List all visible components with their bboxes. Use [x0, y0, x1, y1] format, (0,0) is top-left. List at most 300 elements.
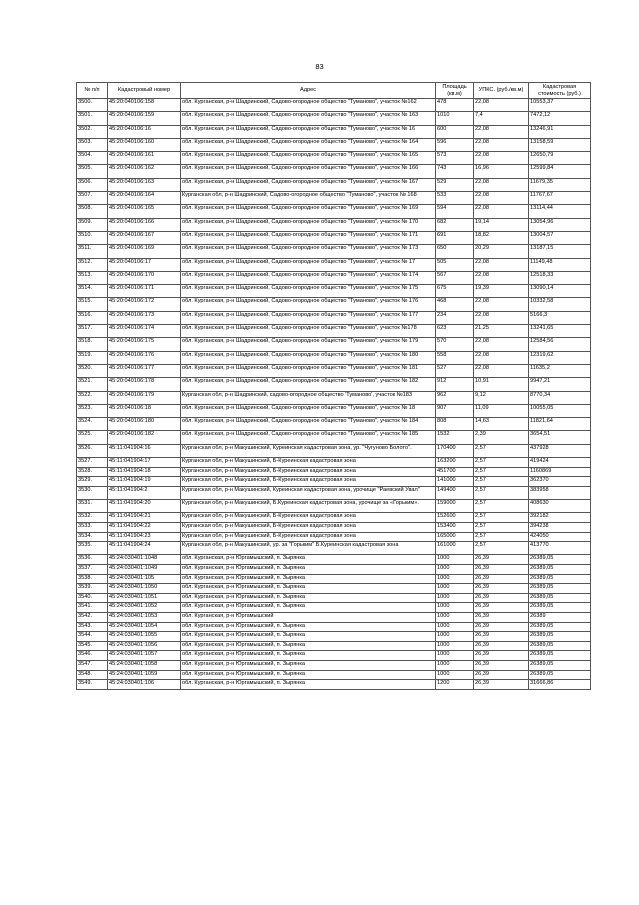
table-row	[77, 364, 591, 377]
row-number-cell: 3529.	[77, 477, 108, 487]
table-row	[77, 593, 591, 603]
cadastral-value-cell: 31666,86	[529, 680, 591, 690]
area-cell: 682	[436, 218, 474, 231]
cadastral-number-cell: 45:20:040106:182	[108, 431, 181, 444]
cadastral-value-cell: 12650,79	[529, 152, 591, 165]
table-row	[77, 574, 591, 584]
row-number-cell: 3522.	[77, 391, 108, 404]
header-cadastral-number: Кадастровый номер	[108, 83, 181, 99]
cadastral-value-cell: 12599,84	[529, 165, 591, 178]
cadastral-number-cell: 45:11:041904:19	[108, 477, 181, 487]
address-cell: Курганская обл, р-н Макушинский, Б-Куреинская кадастровая зона	[181, 513, 436, 523]
upks-cell: 22,08	[474, 364, 529, 377]
cadastral-number-cell: 45:11:041904:23	[108, 532, 181, 542]
area-cell: 567	[436, 271, 474, 284]
cadastral-value-cell: 13158,59	[529, 138, 591, 151]
upks-cell: 7,4	[474, 112, 529, 125]
address-cell: обл. Курганская, р-н Шадринский, Садово-огородное общество "Туманово", участок № 176	[181, 298, 436, 311]
row-number-cell: 3530.	[77, 486, 108, 499]
cadastral-value-cell: 11635,2	[529, 364, 591, 377]
upks-cell: 26,39	[474, 670, 529, 680]
area-cell: 159000	[436, 500, 474, 513]
cadastral-value-cell: 26389,05	[529, 555, 591, 565]
address-cell: обл. Курганская, р-н Юргамышский, п. Зырянка	[181, 661, 436, 671]
address-cell: обл. Курганская, р-н Юргамышский, п. Зырянка	[181, 680, 436, 690]
row-number-cell: 3547.	[77, 661, 108, 671]
cadastral-number-cell: 45:20:040106:160	[108, 138, 181, 151]
cadastral-number-cell: 45:20:040106:163	[108, 178, 181, 191]
address-cell: обл. Курганская, р-н Шадринский, Садово-огородное общество "Туманово", участок № 184	[181, 418, 436, 431]
address-cell: Курганская обл, р-н Макушинский, Б-Куреинская кадастровая зона	[181, 532, 436, 542]
cadastral-value-cell: 26389,05	[529, 603, 591, 613]
table-row	[77, 603, 591, 613]
cadastral-value-cell: 383958	[529, 486, 591, 499]
cadastral-number-cell: 45:20:040106:177	[108, 364, 181, 377]
cadastral-value-cell: 26389,05	[529, 651, 591, 661]
cadastral-number-cell: 45:24:030401:106	[108, 680, 181, 690]
cadastral-value-cell: 10055,05	[529, 404, 591, 417]
area-cell: 570	[436, 338, 474, 351]
upks-cell: 26,39	[474, 622, 529, 632]
table-row	[77, 444, 591, 457]
cadastral-number-cell: 45:24:030401:1048	[108, 555, 181, 565]
cadastral-value-cell: 26389,05	[529, 593, 591, 603]
cadastral-number-cell: 45:24:030401:105	[108, 574, 181, 584]
table-row	[77, 500, 591, 513]
area-cell: 558	[436, 351, 474, 364]
area-cell: 912	[436, 378, 474, 391]
area-cell: 149400	[436, 486, 474, 499]
upks-cell: 26,39	[474, 680, 529, 690]
upks-cell: 22,08	[474, 298, 529, 311]
upks-cell: 22,08	[474, 178, 529, 191]
area-cell: 141000	[436, 477, 474, 487]
row-number-cell: 3504.	[77, 152, 108, 165]
row-number-cell: 3549.	[77, 680, 108, 690]
area-cell: 529	[436, 178, 474, 191]
address-cell: Курганская обл, р-н Макушинский, ур. за "Горьким" Б.Куреинская кадастровая зона	[181, 542, 436, 555]
row-number-cell: 3533.	[77, 522, 108, 532]
cadastral-number-cell: 45:20:040106:166	[108, 218, 181, 231]
area-cell: 1000	[436, 584, 474, 594]
cadastral-value-cell: 1160869	[529, 467, 591, 477]
area-cell: 808	[436, 418, 474, 431]
upks-cell: 21,25	[474, 325, 529, 338]
upks-cell: 26,39	[474, 661, 529, 671]
cadastral-value-cell: 13114,44	[529, 205, 591, 218]
row-number-cell: 3506.	[77, 178, 108, 191]
cadastral-number-cell: 45:11:041904:22	[108, 522, 181, 532]
cadastral-value-cell: 26389,05	[529, 641, 591, 651]
area-cell: 650	[436, 245, 474, 258]
row-number-cell: 3537.	[77, 565, 108, 575]
cadastral-number-cell: 45:20:040106:162	[108, 165, 181, 178]
table-row	[77, 661, 591, 671]
address-cell: обл. Курганская, р-н Юргамышский, п. Зырянка	[181, 651, 436, 661]
address-cell: обл. Курганская, р-н Шадринский, Садово-огородное общество "Туманово", участок № 185	[181, 431, 436, 444]
upks-cell: 26,39	[474, 584, 529, 594]
cadastral-number-cell: 45:11:041904:17	[108, 458, 181, 468]
area-cell: 1000	[436, 555, 474, 565]
address-cell: обл. Курганская, р-н Шадринский, Садово-огородное общество "Туманово", участок № 175	[181, 285, 436, 298]
table-row	[77, 245, 591, 258]
area-cell: 1000	[436, 670, 474, 680]
table-row	[77, 165, 591, 178]
upks-cell: 26,39	[474, 565, 529, 575]
address-cell: Курганская обл, р-н Макушинский, Куреинская кадастровая зона, ур. "Чугуново Болото".	[181, 444, 436, 457]
upks-cell: 2,57	[474, 522, 529, 532]
row-number-cell: 3540.	[77, 593, 108, 603]
area-cell: 505	[436, 258, 474, 271]
address-cell: обл. Курганская, р-н Юргамышский, п. Зырянка	[181, 555, 436, 565]
table-row	[77, 622, 591, 632]
address-cell: Курганская обл, р-н Макушинский, Б-Куреинская кадастровая зона	[181, 458, 436, 468]
address-cell: обл. Курганская, р-н Шадринский, Садово-огородное общество "Туманово", участок № 164	[181, 138, 436, 151]
area-cell: 594	[436, 205, 474, 218]
table-row	[77, 565, 591, 575]
row-number-cell: 3536.	[77, 555, 108, 565]
cadastral-value-cell: 26389	[529, 613, 591, 623]
upks-cell: 22,08	[474, 271, 529, 284]
address-cell: обл. Курганская, р-н Юргамышский, п. Зырянка	[181, 641, 436, 651]
page-number: 83	[315, 62, 324, 71]
address-cell: Курганская обл, р-н Шадринский, садово-огородное общество 'Туманово', участок №183	[181, 391, 436, 404]
address-cell: обл. Курганская, р-н Шадринский, Садово-огородное общество "Туманово", участок №178	[181, 325, 436, 338]
cadastral-number-cell: 45:20:040106:159	[108, 112, 181, 125]
address-cell: Курганская обл, р-н Макушинский, Б-Куреинская кадастровая зона	[181, 522, 436, 532]
upks-cell: 9,12	[474, 391, 529, 404]
cadastral-value-cell: 13187,15	[529, 245, 591, 258]
address-cell: обл. Курганская, р-н Шадринский, Садово-огородное общество "Туманово", участок № 163	[181, 112, 436, 125]
row-number-cell: 3543.	[77, 622, 108, 632]
cadastral-number-cell: 45:20:040106:16	[108, 125, 181, 138]
address-cell: обл. Курганская, р-н Шадринский, Садово-огородное общество "Туманово", участок № 165	[181, 152, 436, 165]
cadastral-value-cell: 26389,05	[529, 565, 591, 575]
row-number-cell: 3510.	[77, 231, 108, 244]
upks-cell: 2,57	[474, 486, 529, 499]
upks-cell: 22,08	[474, 311, 529, 324]
cadastral-number-cell: 45:20:040106:170	[108, 271, 181, 284]
area-cell: 533	[436, 192, 474, 205]
cadastral-value-cell: 13246,91	[529, 125, 591, 138]
cadastral-value-cell: 13241,65	[529, 325, 591, 338]
area-cell: 1000	[436, 651, 474, 661]
area-cell: 600	[436, 125, 474, 138]
row-number-cell: 3515.	[77, 298, 108, 311]
row-number-cell: 3512.	[77, 258, 108, 271]
address-cell: обл. Курганская, р-н Шадринский, Садово-огородное общество "Туманово", участок № 181	[181, 364, 436, 377]
address-cell: обл. Курганская, р-н Шадринский, Садово-огородное общество "Туманово", участок № 167	[181, 178, 436, 191]
area-cell: 623	[436, 325, 474, 338]
address-cell: обл. Курганская, р-н Шадринский, Садово-огородное общество "Туманово", участок № 171	[181, 231, 436, 244]
area-cell: 907	[436, 404, 474, 417]
upks-cell: 26,39	[474, 593, 529, 603]
cadastral-number-cell: 45:20:040106:179	[108, 391, 181, 404]
cadastral-number-cell: 45:20:040106:171	[108, 285, 181, 298]
row-number-cell: 3525.	[77, 431, 108, 444]
cadastral-value-cell: 11821,64	[529, 418, 591, 431]
cadastral-number-cell: 45:24:030401:1051	[108, 593, 181, 603]
row-number-cell: 3542.	[77, 613, 108, 623]
cadastral-value-cell: 419424	[529, 458, 591, 468]
area-cell: 1000	[436, 574, 474, 584]
area-cell: 1000	[436, 603, 474, 613]
table-row	[77, 378, 591, 391]
row-number-cell: 3517.	[77, 325, 108, 338]
area-cell: 478	[436, 99, 474, 112]
cadastral-value-cell: 3654,51	[529, 431, 591, 444]
cadastral-number-cell: 45:24:030401:1056	[108, 641, 181, 651]
table-row	[77, 178, 591, 191]
row-number-cell: 3548.	[77, 670, 108, 680]
upks-cell: 2,57	[474, 477, 529, 487]
address-cell: Курганская обл, р-н Макушинский, Куреинская кадастровая зона, урочище "Раевский Увал"	[181, 486, 436, 499]
cadastral-number-cell: 45:20:040106:161	[108, 152, 181, 165]
area-cell: 468	[436, 298, 474, 311]
cadastral-number-cell: 45:24:030401:1050	[108, 584, 181, 594]
row-number-cell: 3526.	[77, 444, 108, 457]
row-number-cell: 3501.	[77, 112, 108, 125]
cadastral-number-cell: 45:20:040106:175	[108, 338, 181, 351]
cadastral-number-cell: 45:24:030401:1053	[108, 613, 181, 623]
cadastral-value-cell: 26389,05	[529, 622, 591, 632]
cadastral-value-cell: 392182	[529, 513, 591, 523]
row-number-cell: 3535.	[77, 542, 108, 555]
row-number-cell: 3532.	[77, 513, 108, 523]
cadastral-value-cell: 26389,05	[529, 584, 591, 594]
table-body	[77, 99, 591, 690]
address-cell: Курганская обл, р-н Макушинский, Б-Куреинская кадастровая зона	[181, 477, 436, 487]
address-cell: обл. Курганская, р-н Юргамышский, п. Зырянка	[181, 574, 436, 584]
row-number-cell: 3541.	[77, 603, 108, 613]
address-cell: обл. Курганская, р-н Шадринский, Садово-огородное общество "Туманово", участок № 17	[181, 258, 436, 271]
row-number-cell: 3514.	[77, 285, 108, 298]
upks-cell: 26,39	[474, 651, 529, 661]
upks-cell: 18,82	[474, 231, 529, 244]
area-cell: 1000	[436, 593, 474, 603]
cadastral-value-cell: 26389,05	[529, 670, 591, 680]
cadastral-value-cell: 11679,35	[529, 178, 591, 191]
area-cell: 573	[436, 152, 474, 165]
area-cell: 165000	[436, 532, 474, 542]
table-header-row	[77, 83, 591, 99]
cadastral-value-cell: 11767,67	[529, 192, 591, 205]
upks-cell: 2,57	[474, 458, 529, 468]
cadastral-value-cell: 424050	[529, 532, 591, 542]
address-cell: Курганская обл, р-н Макушинский, Б-Куреинская кадастровая зона	[181, 467, 436, 477]
row-number-cell: 3544.	[77, 632, 108, 642]
address-cell: обл. Курганская, р-н Шадринский, Садово-огородное общество "Туманово", участок №162	[181, 99, 436, 112]
row-number-cell: 3538.	[77, 574, 108, 584]
cadastral-number-cell: 45:11:041904:20	[108, 500, 181, 513]
header-area: Площадь (кв.м)	[436, 83, 474, 99]
upks-cell: 22,08	[474, 258, 529, 271]
table-row	[77, 513, 591, 523]
cadastral-number-cell: 45:11:041904:24	[108, 542, 181, 555]
area-cell: 1200	[436, 680, 474, 690]
upks-cell: 26,39	[474, 613, 529, 623]
row-number-cell: 3523.	[77, 404, 108, 417]
header-cadastral-value: Кадастровая стоимость (руб.)	[529, 83, 591, 99]
cadastral-value-cell: 13054,96	[529, 218, 591, 231]
cadastral-value-cell: 13090,14	[529, 285, 591, 298]
address-cell: обл. Курганская, р-н Юргамышский, п. Зырянка	[181, 584, 436, 594]
row-number-cell: 3539.	[77, 584, 108, 594]
address-cell: обл. Курганская, р-н Шадринский, Садово-огородное общество "Туманово", участок № 173	[181, 245, 436, 258]
table-row	[77, 325, 591, 338]
cadastral-number-cell: 45:20:040106:17	[108, 258, 181, 271]
table-row	[77, 99, 591, 112]
address-cell: обл. Курганская, р-н Юргамышский, п. Зырянка	[181, 670, 436, 680]
cadastral-value-cell: 413770	[529, 542, 591, 555]
address-cell: обл. Курганская, р-н Шадринский, Садово-огородное общество "Туманово", участок № 166	[181, 165, 436, 178]
cadastral-number-cell: 45:11:041904:21	[108, 513, 181, 523]
row-number-cell: 3516.	[77, 311, 108, 324]
cadastral-number-cell: 45:11:041904:18	[108, 467, 181, 477]
upks-cell: 19,14	[474, 218, 529, 231]
cadastral-number-cell: 45:20:040106:167	[108, 231, 181, 244]
area-cell: 170400	[436, 444, 474, 457]
address-cell: обл. Курганская, р-н Юргамышский	[181, 613, 436, 623]
upks-cell: 19,39	[474, 285, 529, 298]
area-cell: 527	[436, 364, 474, 377]
upks-cell: 14,63	[474, 418, 529, 431]
cadastral-value-cell: 408630	[529, 500, 591, 513]
table-row	[77, 486, 591, 499]
upks-cell: 26,39	[474, 632, 529, 642]
upks-cell: 22,08	[474, 152, 529, 165]
address-cell: обл. Курганская, р-н Юргамышский, п. Зырянка	[181, 603, 436, 613]
header-number: № п/п	[77, 83, 108, 99]
table-row	[77, 532, 591, 542]
cadastral-number-cell: 45:24:030401:1049	[108, 565, 181, 575]
table-row	[77, 192, 591, 205]
row-number-cell: 3500.	[77, 99, 108, 112]
cadastral-value-cell: 394238	[529, 522, 591, 532]
table-row	[77, 522, 591, 532]
table-row	[77, 632, 591, 642]
table-row	[77, 218, 591, 231]
cadastral-number-cell: 45:24:030401:1052	[108, 603, 181, 613]
address-cell: обл. Курганская, р-н Шадринский, Садово-огородное общество "Туманово", участок № 174	[181, 271, 436, 284]
cadastral-number-cell: 45:11:041904:2	[108, 486, 181, 499]
row-number-cell: 3524.	[77, 418, 108, 431]
table-row	[77, 477, 591, 487]
cadastral-number-cell: 45:20:040106:173	[108, 311, 181, 324]
cadastral-value-cell: 437928	[529, 444, 591, 457]
table-row	[77, 231, 591, 244]
cadastral-number-cell: 45:24:030401:1054	[108, 622, 181, 632]
cadastral-number-cell: 45:20:040106:180	[108, 418, 181, 431]
upks-cell: 10,91	[474, 378, 529, 391]
area-cell: 1000	[436, 622, 474, 632]
row-number-cell: 3546.	[77, 651, 108, 661]
upks-cell: 26,39	[474, 574, 529, 584]
address-cell: обл. Курганская, р-н Шадринский, Садово-огородное общество "Туманово", участок № 16	[181, 125, 436, 138]
area-cell: 1532	[436, 431, 474, 444]
area-cell: 153400	[436, 522, 474, 532]
cadastral-number-cell: 45:20:040106:165	[108, 205, 181, 218]
cadastral-value-cell: 10332,58	[529, 298, 591, 311]
address-cell: обл. Курганская, р-н Юргамышский, п. Зырянка	[181, 593, 436, 603]
row-number-cell: 3503.	[77, 138, 108, 151]
cadastral-value-cell: 12518,33	[529, 271, 591, 284]
table-row	[77, 542, 591, 555]
table-row	[77, 125, 591, 138]
row-number-cell: 3519.	[77, 351, 108, 364]
address-cell: обл. Курганская, р-н Шадринский, Садово-огородное общество "Туманово", участок № 170	[181, 218, 436, 231]
row-number-cell: 3502.	[77, 125, 108, 138]
address-cell: обл. Курганская, р-н Юргамышский, п. Зырянка	[181, 632, 436, 642]
area-cell: 675	[436, 285, 474, 298]
row-number-cell: 3513.	[77, 271, 108, 284]
cadastral-number-cell: 45:11:041904:16	[108, 444, 181, 457]
cadastral-value-cell: 5166,3	[529, 311, 591, 324]
upks-cell: 22,08	[474, 351, 529, 364]
table-row	[77, 112, 591, 125]
cadastral-number-cell: 45:24:030401:1057	[108, 651, 181, 661]
row-number-cell: 3531.	[77, 500, 108, 513]
table-row	[77, 351, 591, 364]
upks-cell: 2,57	[474, 500, 529, 513]
table-row	[77, 584, 591, 594]
cadastral-value-cell: 26389,05	[529, 574, 591, 584]
address-cell: Курганская обл, р-н Макушинский, Б.Куреинская кадастровая зона, урочище за «Горьким».	[181, 500, 436, 513]
cadastral-number-cell: 45:24:030401:1058	[108, 661, 181, 671]
upks-cell: 26,39	[474, 555, 529, 565]
table-row	[77, 298, 591, 311]
cadastral-number-cell: 45:20:040106:174	[108, 325, 181, 338]
cadastral-value-cell: 10553,37	[529, 99, 591, 112]
upks-cell: 2,57	[474, 513, 529, 523]
address-cell: обл. Курганская, р-н Шадринский, Садово-огородное общество "Туманово", участок № 169	[181, 205, 436, 218]
upks-cell: 2,57	[474, 532, 529, 542]
area-cell: 1010	[436, 112, 474, 125]
area-cell: 163200	[436, 458, 474, 468]
row-number-cell: 3505.	[77, 165, 108, 178]
upks-cell: 22,08	[474, 99, 529, 112]
cadastral-number-cell: 45:24:030401:1055	[108, 632, 181, 642]
upks-cell: 26,39	[474, 641, 529, 651]
area-cell: 743	[436, 165, 474, 178]
upks-cell: 22,08	[474, 138, 529, 151]
area-cell: 152600	[436, 513, 474, 523]
area-cell: 596	[436, 138, 474, 151]
table-row	[77, 418, 591, 431]
upks-cell: 22,08	[474, 125, 529, 138]
address-cell: обл. Курганская, р-н Шадринский, Садово-огородное общество "Туманово", участок № 180	[181, 351, 436, 364]
table-row	[77, 271, 591, 284]
table-row	[77, 152, 591, 165]
table-row	[77, 458, 591, 468]
cadastral-value-cell: 11149,48	[529, 258, 591, 271]
area-cell: 1000	[436, 632, 474, 642]
cadastral-value-cell: 362370	[529, 477, 591, 487]
table-row	[77, 258, 591, 271]
row-number-cell: 3518.	[77, 338, 108, 351]
cadastral-number-cell: 45:20:040106:158	[108, 99, 181, 112]
table-row	[77, 338, 591, 351]
row-number-cell: 3520.	[77, 364, 108, 377]
address-cell: обл. Курганская, р-н Шадринский, Садово-огородное общество "Туманово", участок № 18	[181, 404, 436, 417]
table-row	[77, 391, 591, 404]
cadastral-value-table	[76, 82, 591, 690]
cadastral-number-cell: 45:24:030401:1059	[108, 670, 181, 680]
table-row	[77, 311, 591, 324]
cadastral-value-cell: 7472,12	[529, 112, 591, 125]
area-cell: 1000	[436, 565, 474, 575]
upks-cell: 11,09	[474, 404, 529, 417]
